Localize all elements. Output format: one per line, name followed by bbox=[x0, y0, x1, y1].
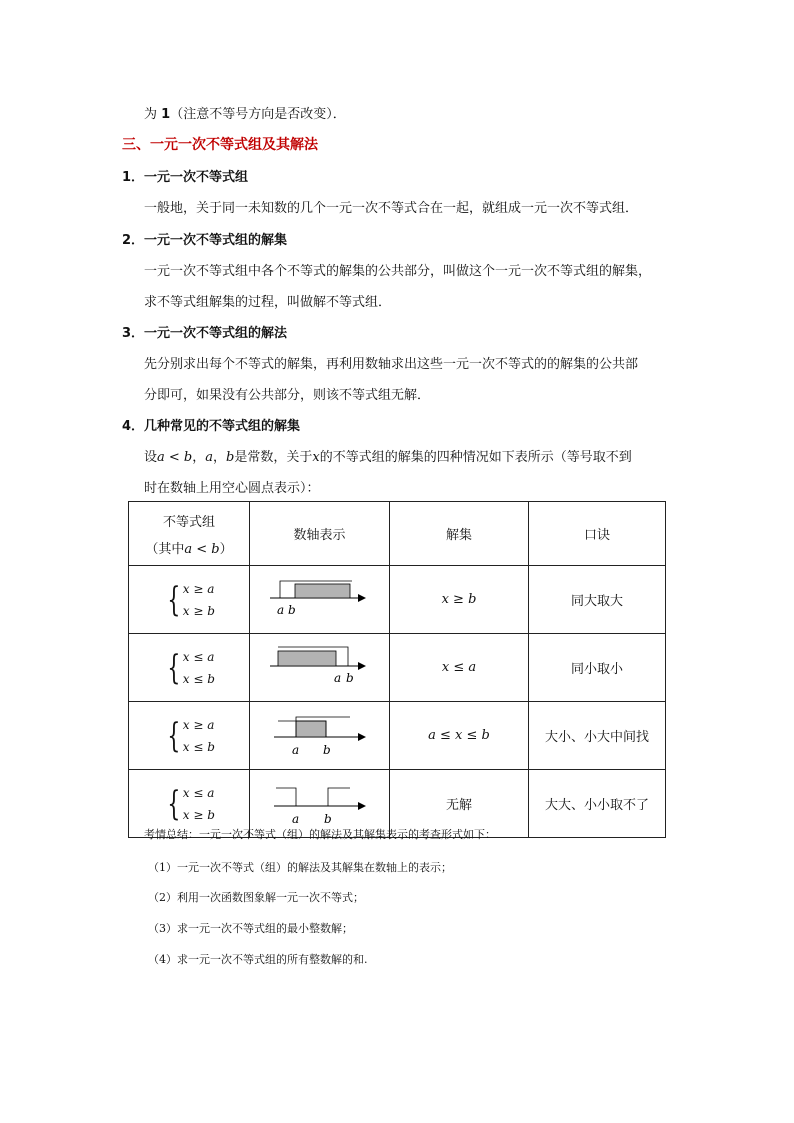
item-heading-1: 1．一元一次不等式组 bbox=[122, 170, 249, 185]
inequality-system-cell: { x ≤ a x ≥ b bbox=[129, 770, 250, 838]
solution-cell: x ≤ a bbox=[390, 634, 529, 702]
item-heading-2: 2．一元一次不等式组的解集 bbox=[122, 233, 288, 248]
inequality-system-cell: { x ≤ a x ≤ b bbox=[129, 634, 250, 702]
exam-notes-title: 考情总结：一元一次不等式（组）的解法及其解集表示的考查形式如下： bbox=[144, 828, 496, 841]
item-text-4-line-1: 设a < b，a，b是常数，关于x的不等式组的解集的四种情况如下表所示（等号取不到 bbox=[144, 450, 632, 465]
intro-line: 为 1（注意不等号方向是否改变）． bbox=[144, 107, 346, 122]
solution-set-table bbox=[128, 501, 666, 838]
axis-label-b: b bbox=[346, 671, 354, 685]
number-line-cell bbox=[250, 566, 390, 634]
number-line-diagram bbox=[250, 702, 389, 765]
item-heading-4: 4．几种常见的不等式组的解集 bbox=[122, 419, 301, 434]
axis-label-a: a bbox=[277, 603, 285, 617]
brace-icon: { bbox=[167, 715, 181, 756]
rhyme-cell: 同大取大 bbox=[529, 566, 666, 634]
axis-label-b: b bbox=[324, 812, 332, 826]
header-rhyme: 口诀 bbox=[529, 502, 666, 566]
section-title: 三、一元一次不等式组及其解法 bbox=[122, 137, 318, 153]
item-text-3-line-1: 先分别求出每个不等式的解集，再利用数轴求出这些一元一次不等式的的解集的公共部 bbox=[144, 357, 639, 372]
item-text-2-line-1: 一元一次不等式组中各个不等式的解集的公共部分，叫做这个一元一次不等式组的解集， bbox=[144, 264, 652, 279]
item-text-1-line-1: 一般地，关于同一未知数的几个一元一次不等式合在一起，就组成一元一次不等式组． bbox=[144, 201, 639, 216]
item-text-3-line-2: 分即可，如果没有公共部分，则该不等式组无解． bbox=[144, 388, 431, 403]
exam-note-item-2: （2）利用一次函数图象解一元一次不等式； bbox=[148, 891, 364, 904]
table-row bbox=[129, 634, 666, 702]
header-inequality-system: 不等式组 （其中a < b） bbox=[129, 502, 250, 566]
inequality-system-cell: { x ≥ a x ≤ b bbox=[129, 702, 250, 770]
number-line-diagram bbox=[250, 566, 389, 629]
rhyme-cell: 同小取小 bbox=[529, 634, 666, 702]
solution-cell: 无解 bbox=[390, 770, 529, 838]
table-header-row bbox=[129, 502, 666, 566]
rhyme-cell: 大大、小小取不了 bbox=[529, 770, 666, 838]
exam-note-item-1: （1）一元一次不等式（组）的解法及其解集在数轴上的表示； bbox=[148, 861, 452, 874]
inequality-system-cell: { x ≥ a x ≥ b bbox=[129, 566, 250, 634]
solution-cell: x ≥ b bbox=[390, 566, 529, 634]
brace-icon: { bbox=[167, 647, 181, 688]
axis-label-a: a bbox=[334, 671, 342, 685]
exam-note-item-3: （3）求一元一次不等式组的最小整数解； bbox=[148, 922, 353, 935]
axis-label-b: b bbox=[288, 603, 296, 617]
number-line-cell bbox=[250, 634, 390, 702]
brace-icon: { bbox=[167, 783, 181, 824]
brace-icon: { bbox=[167, 579, 181, 620]
number-line-cell bbox=[250, 702, 390, 770]
item-heading-3: 3．一元一次不等式组的解法 bbox=[122, 326, 288, 341]
exam-note-item-4: （4）求一元一次不等式组的所有整数解的和. bbox=[148, 953, 368, 966]
table-row bbox=[129, 702, 666, 770]
axis-label-b: b bbox=[323, 743, 331, 757]
number-line-diagram bbox=[250, 770, 389, 833]
header-number-line: 数轴表示 bbox=[250, 502, 390, 566]
table-row bbox=[129, 566, 666, 634]
header-solution-set: 解集 bbox=[390, 502, 529, 566]
solution-cell: a ≤ x ≤ b bbox=[390, 702, 529, 770]
item-text-2-line-2: 求不等式组解集的过程，叫做解不等式组． bbox=[144, 295, 392, 310]
rhyme-cell: 大小、小大中间找 bbox=[529, 702, 666, 770]
axis-label-a: a bbox=[292, 743, 300, 757]
item-text-4-line-2: 时在数轴上用空心圆点表示）： bbox=[144, 481, 320, 496]
axis-label-a: a bbox=[292, 812, 300, 826]
number-line-diagram bbox=[250, 634, 389, 697]
